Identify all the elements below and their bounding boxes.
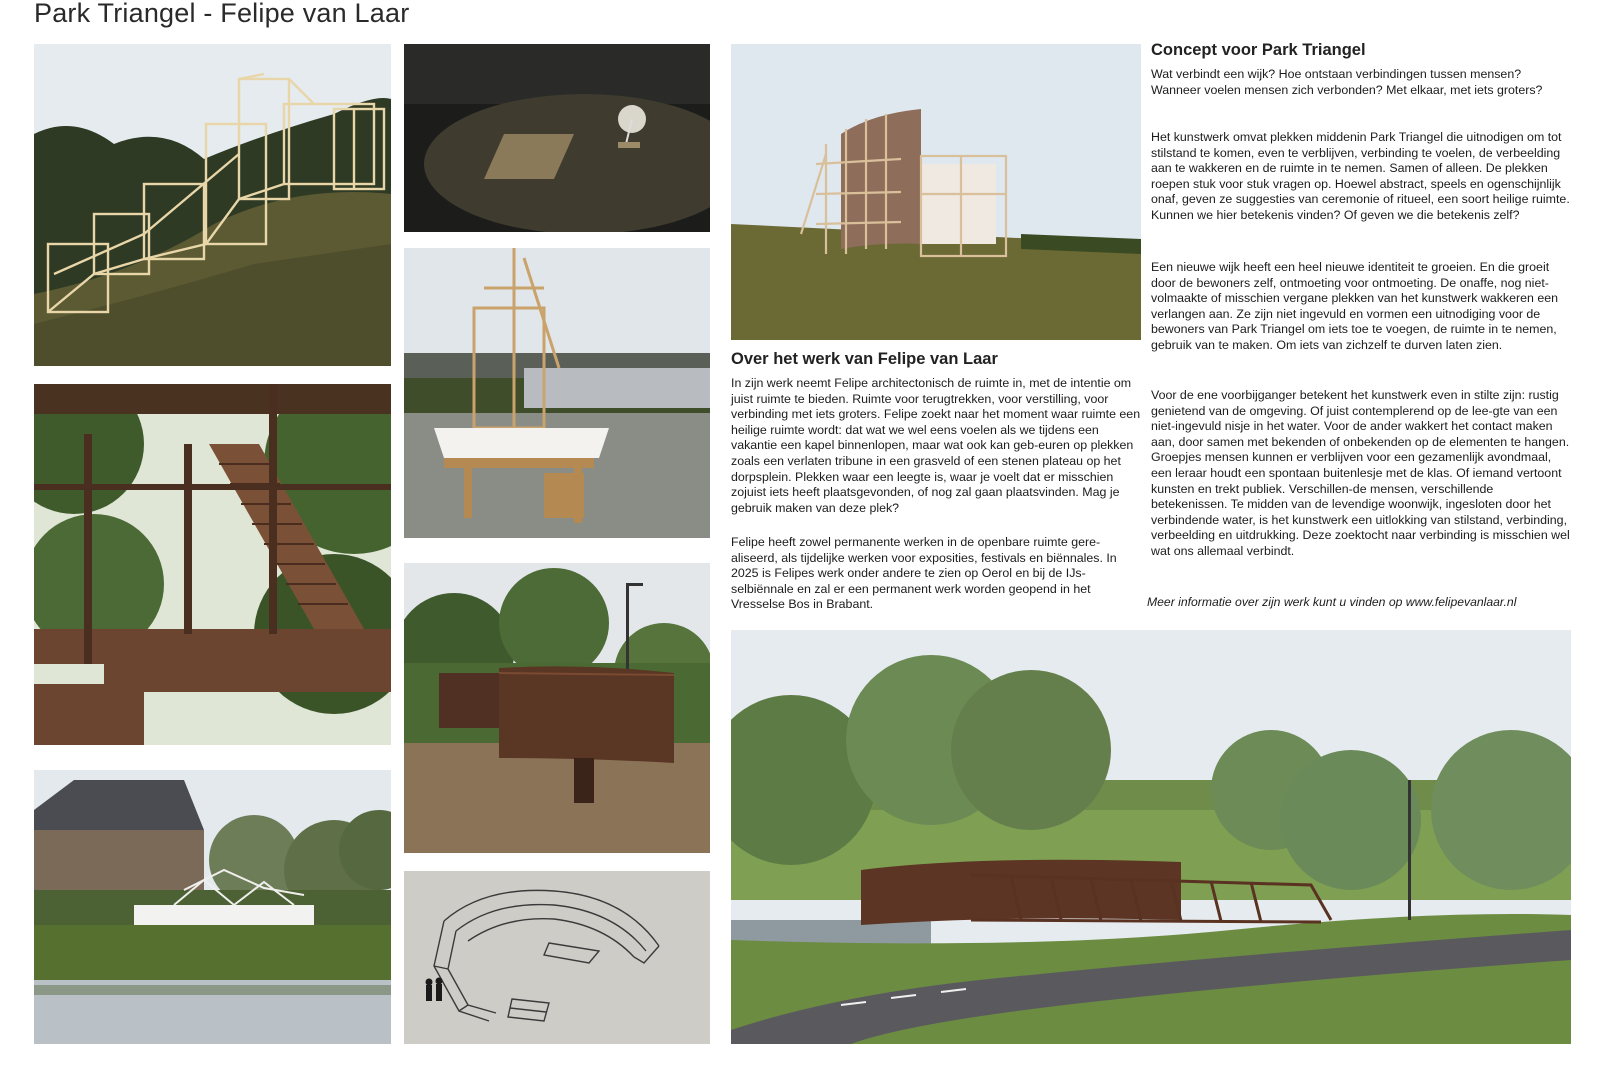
- photo-night-platform-lamp: [404, 44, 710, 232]
- about-heading: Over het werk van Felipe van Laar: [731, 350, 998, 368]
- photo-timber-tower-white-platform: [404, 248, 710, 538]
- concept-paragraph-2: Het kunstwerk omvat plekken middenin Park Triangel die uitnodigen om tot stilstand te komen, even te verblijven, verbinding te voelen, de verbeelding aan te wakkeren en de ruimte in te nemen. Samen of alleen. De plekken roepen stuk voor stuk vragen op. Hoewel abstract, speels en ogenschijnlijk onaf, geven ze suggesties van ceremonie of ritueel, een soort heilige ruimte. Kunnen we hier betekenis vinden? Of geven we die betekenis zelf?: [1151, 130, 1570, 222]
- photo-white-structure-by-pond: [34, 770, 391, 1044]
- illustration-curved-bench-sketch: [404, 871, 710, 1044]
- about-paragraph-1: In zijn werk neemt Felipe architectonisch de ruimte in, met de intentie om juist ruimte te bieden. Ruimte voor terugtrekken, voor verstilling, voor verbinding met iets groters. Felipe zoekt naar het moment waar ruimte een heilige ruimte wordt: dat wat we wel eens voelen als we tijdens een vakantie een kapel binnenlopen, maar wat ook kan geb-euren op plekken zoals een verlaten tribune in een grasveld of een stenen plateau op het dorpsplein. Plekken waar een leegte is, waar je voelt dat er misschien zojuist iets heeft plaatsgevonden, of nog zal gaan plaatsvinden. Mag je gebruik maken van deze plek?: [731, 376, 1141, 515]
- concept-paragraph-3: Een nieuwe wijk heeft een heel nieuwe identiteit te groeien. En die groeit door de bewoners zelf, ontmoeting voor ontmoeting. De onaffe, nog niet-volmaakte of misschien vergane plekken van het kunstwerk wakkeren een verlangen aan. Ze zijn niet ingevuld en vormen een uitnodiging voor de bewoners van Park Triangel om iets toe te voegen, de ruimte in te nemen, gebruik van te maken. Om iets van zichzelf te durven laten zien.: [1151, 260, 1559, 352]
- photo-corten-stairs-platform: [34, 384, 391, 745]
- more-info-link-text: Meer informatie over zijn werk kunt u vinden op www.felipevanlaar.nl: [1147, 595, 1517, 609]
- concept-paragraph-4: Voor de ene voorbijganger betekent het kunstwerk even in stilte zijn: rustig genietend van de omgeving. Of juist contemplerend op de lee-gte van een niet-ingevuld nisje in het water. Voor de ander wakkert het contact maken aan, door samen met bekenden of onbekenden op de elementen te hangen. Groepjes mensen kunnen er verblijven voor een gezamenlijk avondmaal, een leraar houdt een spontaan buitenlesje met de klas. Of iemand vertoont kunsten en trekt publiek. Verschillen-de mensen, verschillende betekenissen. Te midden van de levendige woonwijk, ingesloten door het verbindende water, is het kunstwerk een uitlokking van stilstand, verbinding, verbeelding en uitdrukking. Deze zoektocht naar verbinding is misschien wel wat ons allemaal verbindt.: [1151, 388, 1570, 558]
- photo-timber-frame-on-hill: [34, 44, 391, 366]
- page-title: Park Triangel - Felipe van Laar: [34, 0, 410, 28]
- photo-corten-bridge-park: [731, 630, 1571, 1044]
- photo-corten-pavilion: [404, 563, 710, 853]
- photo-curved-wall-scaffold-dike: [731, 44, 1141, 340]
- about-paragraph-2: Felipe heeft zowel permanente werken in de openbare ruimte gere-aliseerd, als tijdelijke werken voor exposities, festivals en biënnales. In 2025 is Felipes werk onder andere te zien op Oerol en bij de IJs-selbiënnale en zal er een permanent werk worden geopend in het Vresselse Bos in Brabant.: [731, 535, 1117, 612]
- concept-paragraph-1: Wat verbindt een wijk? Hoe ontstaan verbindingen tussen mensen? Wanneer voelen mensen zich verbonden? Met elkaar, met iets groters?: [1151, 67, 1543, 97]
- concept-heading: Concept voor Park Triangel: [1151, 41, 1366, 59]
